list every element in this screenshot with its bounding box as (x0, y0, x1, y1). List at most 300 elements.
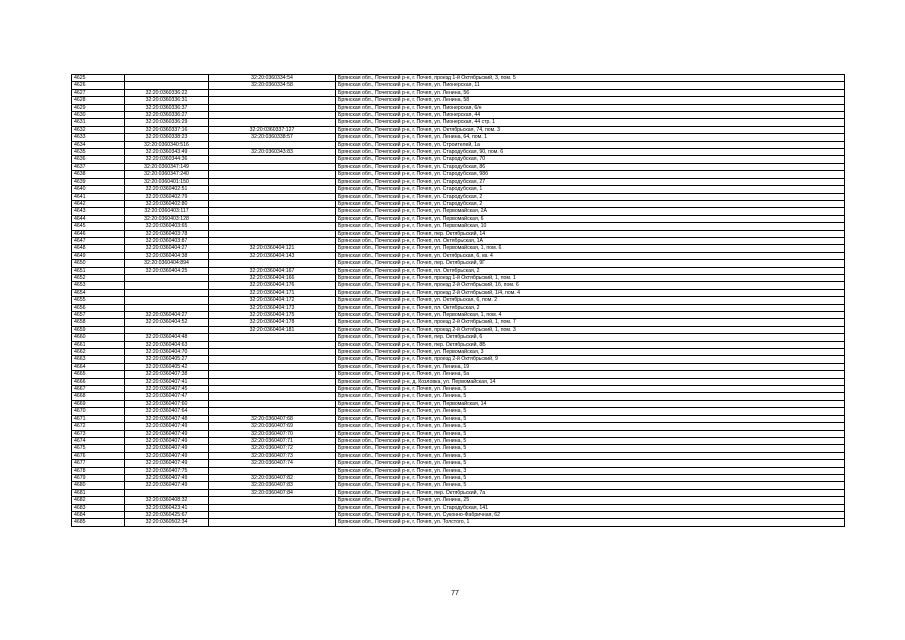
room-cadastral-number-cell (209, 349, 336, 356)
room-cadastral-number-cell: 32:20:0360407:73 (209, 452, 336, 459)
page-number: 77 (451, 590, 459, 597)
room-cadastral-number-cell (209, 334, 336, 341)
table-row (72, 274, 845, 281)
room-cadastral-number-cell: 32:20:0360334:58 (209, 82, 336, 89)
address-cell: Брянская обл., Почепский р-н, г. Почеп, ул. Первомайская, 14 (336, 400, 845, 407)
row-number-cell: 4649 (72, 252, 125, 259)
address-cell: Брянская обл., Почепский р-н, г. Почеп, ул. Стародубская, 90, пом. 6 (336, 149, 845, 156)
table-row (72, 519, 845, 526)
cadastral-number-cell: 32:20:0360403:128 (125, 215, 209, 222)
address-cell: Брянская обл., Почепский р-н, г. Почеп, ул. Ленина, 5 (336, 482, 845, 489)
row-number-cell: 4664 (72, 363, 125, 370)
cadastral-number-cell (125, 326, 209, 333)
room-cadastral-number-cell (209, 178, 336, 185)
cadastral-number-cell: 32:20:0360407:49 (125, 445, 209, 452)
table-row (72, 156, 845, 163)
row-number-cell: 4672 (72, 423, 125, 430)
cadastral-number-cell: 32:20:0360407:64 (125, 408, 209, 415)
table-row (72, 511, 845, 518)
row-number-cell: 4654 (72, 289, 125, 296)
address-cell: Брянская обл., Почепский р-н, г. Почеп, пл. Октябрьская, 1А (336, 237, 845, 244)
row-number-cell: 4676 (72, 452, 125, 459)
cadastral-number-cell: 32:20:0360407:60 (125, 400, 209, 407)
table-row (72, 393, 845, 400)
room-cadastral-number-cell (209, 341, 336, 348)
address-cell: Брянская обл., Почепский р-н, г. Почеп, ул. Стародубская, 27 (336, 178, 845, 185)
address-cell: Брянская обл., Почепский р-н, г. Почеп, ул. Октябрьская, 6, пом. 2 (336, 297, 845, 304)
address-cell: Брянская обл., Почепский р-н, г. Почеп, ул. Ленина, 5 (336, 460, 845, 467)
address-cell: Брянская обл., Почепский р-н, г. Почеп, ул. Суконно-Фабричная, 62 (336, 511, 845, 518)
row-number-cell: 4665 (72, 371, 125, 378)
cadastral-number-cell: 32:20:0360403:65 (125, 223, 209, 230)
cadastral-number-cell: 32:20:0360404:38 (125, 252, 209, 259)
cadastral-number-cell: 32:20:0360336:37 (125, 104, 209, 111)
row-number-cell: 4677 (72, 460, 125, 467)
table-row (72, 252, 845, 259)
cadastral-number-cell: 32:20:0360407:48 (125, 415, 209, 422)
cadastral-number-cell: 32:20:0360347:240 (125, 171, 209, 178)
address-cell: Брянская обл., Почепский р-н, г. Почеп, ул. Толстого, 1 (336, 519, 845, 526)
row-number-cell: 4644 (72, 215, 125, 222)
address-cell: Брянская обл., Почепский р-н, г. Почеп, ул. Ленина, 5 (336, 423, 845, 430)
room-cadastral-number-cell: 32:20:0360334:54 (209, 75, 336, 82)
cadastral-number-cell: 32:20:0360404:70 (125, 349, 209, 356)
row-number-cell: 4658 (72, 319, 125, 326)
table-row (72, 378, 845, 385)
row-number-cell: 4667 (72, 386, 125, 393)
row-number-cell: 4678 (72, 467, 125, 474)
address-cell: Брянская обл., Почепский р-н, г. Почеп, ул. Строителей, 1а (336, 141, 845, 148)
room-cadastral-number-cell (209, 260, 336, 267)
cadastral-number-cell (125, 282, 209, 289)
row-number-cell: 4627 (72, 89, 125, 96)
row-number-cell: 4662 (72, 349, 125, 356)
row-number-cell: 4655 (72, 297, 125, 304)
room-cadastral-number-cell (209, 156, 336, 163)
row-number-cell: 4645 (72, 223, 125, 230)
cadastral-number-cell: 32:20:0360404:27 (125, 245, 209, 252)
room-cadastral-number-cell (209, 408, 336, 415)
table-row (72, 97, 845, 104)
address-cell: Брянская обл., Почепский р-н, г. Почеп, ул. Стародубская, 1 (336, 186, 845, 193)
table-row (72, 245, 845, 252)
address-cell: Брянская обл., Почепский р-н, г. Почеп, ул. Ленина, 5 (336, 415, 845, 422)
row-number-cell: 4639 (72, 178, 125, 185)
address-cell: Брянская обл., Почепский р-н, г. Почеп, пл. Октябрьская, 2 (336, 304, 845, 311)
address-cell: Брянская обл., Почепский р-н, д. Козловка, ул. Первомайская, 14 (336, 378, 845, 385)
room-cadastral-number-cell (209, 504, 336, 511)
room-cadastral-number-cell (209, 363, 336, 370)
cadastral-number-cell: 32:20:0360343:49 (125, 149, 209, 156)
row-number-cell: 4663 (72, 356, 125, 363)
row-number-cell: 4633 (72, 134, 125, 141)
table-row (72, 149, 845, 156)
room-cadastral-number-cell: 32:20:0360407:83 (209, 482, 336, 489)
room-cadastral-number-cell (209, 519, 336, 526)
cadastral-number-cell: 32:20:0360407:49 (125, 482, 209, 489)
room-cadastral-number-cell (209, 193, 336, 200)
room-cadastral-number-cell: 32:20:0360407:74 (209, 460, 336, 467)
cadastral-number-cell: 32:20:0360402:79 (125, 193, 209, 200)
table-row (72, 489, 845, 496)
room-cadastral-number-cell: 32:20:0360407:69 (209, 423, 336, 430)
table-row (72, 497, 845, 504)
address-cell: Брянская обл., Почепский р-н, г. Почеп, проезд 2-й Октябрьский, 1б, пом. 6 (336, 282, 845, 289)
address-cell: Брянская обл., Почепский р-н, г. Почеп, ул. Пионерская, 44 (336, 112, 845, 119)
address-cell: Брянская обл., Почепский р-н, г. Почеп, пер. Октябрьский, 9Г (336, 260, 845, 267)
address-cell: Брянская обл., Почепский р-н, г. Почеп, проезд 1-й Октябрьский, 3, пом. 5 (336, 75, 845, 82)
table-row (72, 215, 845, 222)
room-cadastral-number-cell (209, 230, 336, 237)
address-cell: Брянская обл., Почепский р-н, г. Почеп, ул. Пионерская, 6/н (336, 104, 845, 111)
address-cell: Брянская обл., Почепский р-н, г. Почеп, ул. Октябрьская, 74, пом. 3 (336, 126, 845, 133)
row-number-cell: 4659 (72, 326, 125, 333)
table-row (72, 423, 845, 430)
table-row (72, 82, 845, 89)
table-row (72, 415, 845, 422)
address-cell: Брянская обл., Почепский р-н, г. Почеп, проезд 2-й Октябрьский, 1, пом. 7 (336, 319, 845, 326)
room-cadastral-number-cell: 32:20:0360404:166 (209, 274, 336, 281)
room-cadastral-number-cell: 32:20:0360404:167 (209, 267, 336, 274)
room-cadastral-number-cell: 32:20:0360407:82 (209, 474, 336, 481)
room-cadastral-number-cell: 32:20:0360404:175 (209, 312, 336, 319)
row-number-cell: 4673 (72, 430, 125, 437)
table-row (72, 326, 845, 333)
cadastral-number-cell: 32:20:0360502:34 (125, 519, 209, 526)
address-cell: Брянская обл., Почепский р-н, г. Почеп, ул. Первомайская, 2А (336, 208, 845, 215)
row-number-cell: 4631 (72, 119, 125, 126)
row-number-cell: 4685 (72, 519, 125, 526)
table-row (72, 282, 845, 289)
table-row (72, 341, 845, 348)
cadastral-number-cell (125, 489, 209, 496)
room-cadastral-number-cell (209, 386, 336, 393)
table-row (72, 430, 845, 437)
row-number-cell: 4670 (72, 408, 125, 415)
cadastral-number-cell: 32:20:0360404:894 (125, 260, 209, 267)
table-row (72, 112, 845, 119)
address-cell: Брянская обл., Почепский р-н, г. Почеп, проезд 1-й Октябрьский, 1, пом. 1 (336, 274, 845, 281)
cadastral-number-cell: 32:20:0360407:38 (125, 371, 209, 378)
row-number-cell: 4647 (72, 237, 125, 244)
address-cell: Брянская обл., Почепский р-н, г. Почеп, ул. Ленина, 5 (336, 452, 845, 459)
cadastral-number-cell: 32:20:0360407:49 (125, 460, 209, 467)
room-cadastral-number-cell (209, 186, 336, 193)
table-row (72, 119, 845, 126)
table-row (72, 186, 845, 193)
room-cadastral-number-cell: 32:20:0360407:84 (209, 489, 336, 496)
room-cadastral-number-cell (209, 215, 336, 222)
cadastral-number-cell: 32:20:0360407:47 (125, 393, 209, 400)
table-row (72, 171, 845, 178)
room-cadastral-number-cell (209, 104, 336, 111)
table-row (72, 319, 845, 326)
room-cadastral-number-cell (209, 378, 336, 385)
row-number-cell: 4668 (72, 393, 125, 400)
table-row (72, 408, 845, 415)
row-number-cell: 4643 (72, 208, 125, 215)
table-row (72, 312, 845, 319)
row-number-cell: 4675 (72, 445, 125, 452)
row-number-cell: 4680 (72, 482, 125, 489)
address-cell: Брянская обл., Почепский р-н, г. Почеп, ул. Ленина, 5 (336, 430, 845, 437)
row-number-cell: 4628 (72, 97, 125, 104)
room-cadastral-number-cell (209, 119, 336, 126)
cadastral-number-cell: 32:20:0360405:42 (125, 363, 209, 370)
cadastral-number-cell (125, 82, 209, 89)
address-cell: Брянская обл., Почепский р-н, г. Почеп, ул. Ленина, 19 (336, 363, 845, 370)
room-cadastral-number-cell (209, 223, 336, 230)
cadastral-number-cell: 32:20:0360338:23 (125, 134, 209, 141)
table-row (72, 208, 845, 215)
address-cell: Брянская обл., Почепский р-н, г. Почеп, ул. Стародубская, 70 (336, 156, 845, 163)
table-row (72, 504, 845, 511)
address-cell: Брянская обл., Почепский р-н, г. Почеп, ул. Первомайская, 10 (336, 223, 845, 230)
room-cadastral-number-cell (209, 171, 336, 178)
table-row (72, 237, 845, 244)
cadastral-number-cell: 32:20:0360407:41 (125, 378, 209, 385)
room-cadastral-number-cell: 32:20:0360404:172 (209, 297, 336, 304)
room-cadastral-number-cell (209, 371, 336, 378)
room-cadastral-number-cell (209, 393, 336, 400)
table-row (72, 75, 845, 82)
room-cadastral-number-cell (209, 163, 336, 170)
cadastral-number-cell: 32:20:0360403:87 (125, 237, 209, 244)
address-cell: Брянская обл., Почепский р-н, г. Почеп, ул. Стародубская, 86 (336, 163, 845, 170)
cadastral-number-cell: 32:20:0360402:51 (125, 186, 209, 193)
table-row (72, 297, 845, 304)
cadastral-number-cell: 32:20:0360425:67 (125, 511, 209, 518)
address-cell: Брянская обл., Почепский р-н, г. Почеп, проезд 2-й Октябрьский, 1/4, пом. 4 (336, 289, 845, 296)
room-cadastral-number-cell: 32:20:0360338:57 (209, 134, 336, 141)
address-cell: Брянская обл., Почепский р-н, г. Почеп, ул. Стародубская, 141 (336, 504, 845, 511)
table-row (72, 474, 845, 481)
table-row (72, 400, 845, 407)
address-cell: Брянская обл., Почепский р-н, г. Почеп, ул. Ленина, 5 (336, 386, 845, 393)
cadastral-number-cell (125, 274, 209, 281)
row-number-cell: 4638 (72, 171, 125, 178)
table-row (72, 230, 845, 237)
row-number-cell: 4661 (72, 341, 125, 348)
row-number-cell: 4626 (72, 82, 125, 89)
room-cadastral-number-cell (209, 200, 336, 207)
room-cadastral-number-cell: 32:20:0360407:72 (209, 445, 336, 452)
address-cell: Брянская обл., Почепский р-н, г. Почеп, пер. Октябрьский, 14 (336, 230, 845, 237)
table-row (72, 386, 845, 393)
address-cell: Брянская обл., Почепский р-н, г. Почеп, ул. Ленина, 56 (336, 89, 845, 96)
table-row (72, 178, 845, 185)
table-row (72, 104, 845, 111)
address-cell: Брянская обл., Почепский р-н, г. Почеп, ул. Ленина, 25 (336, 497, 845, 504)
registry-table (71, 74, 845, 527)
row-number-cell: 4652 (72, 274, 125, 281)
address-cell: Брянская обл., Почепский р-н, г. Почеп, ул. Стародубская, 98б (336, 171, 845, 178)
address-cell: Брянская обл., Почепский р-н, г. Почеп, ул. Ленина, 3 (336, 467, 845, 474)
table-row (72, 356, 845, 363)
room-cadastral-number-cell: 32:20:0360404:176 (209, 282, 336, 289)
table-row (72, 134, 845, 141)
row-number-cell: 4657 (72, 312, 125, 319)
room-cadastral-number-cell: 32:20:0360404:181 (209, 326, 336, 333)
cadastral-number-cell: 32:20:0360344:36 (125, 156, 209, 163)
address-cell: Брянская обл., Почепский р-н, г. Почеп, ул. Первомайская, 6 (336, 215, 845, 222)
room-cadastral-number-cell: 32:20:0360404:173 (209, 304, 336, 311)
table-row (72, 467, 845, 474)
row-number-cell: 4637 (72, 163, 125, 170)
cadastral-number-cell: 32:20:0360336:31 (125, 97, 209, 104)
room-cadastral-number-cell (209, 356, 336, 363)
cadastral-number-cell: 32:20:0360407:75 (125, 467, 209, 474)
row-number-cell: 4636 (72, 156, 125, 163)
row-number-cell: 4641 (72, 193, 125, 200)
cadastral-number-cell: 32:20:0360407:45 (125, 386, 209, 393)
row-number-cell: 4635 (72, 149, 125, 156)
room-cadastral-number-cell (209, 511, 336, 518)
table-row (72, 363, 845, 370)
table-row (72, 437, 845, 444)
cadastral-number-cell: 32:20:0360347:149 (125, 163, 209, 170)
address-cell: Брянская обл., Почепский р-н, г. Почеп, ул. Ленина, 5а (336, 371, 845, 378)
table-row (72, 482, 845, 489)
address-cell: Брянская обл., Почепский р-н, г. Почеп, проезд 2-й Октябрьский, 1, пом. 3 (336, 326, 845, 333)
room-cadastral-number-cell (209, 208, 336, 215)
row-number-cell: 4653 (72, 282, 125, 289)
cadastral-number-cell: 32:20:0360403:78 (125, 230, 209, 237)
table-row (72, 289, 845, 296)
room-cadastral-number-cell (209, 237, 336, 244)
cadastral-number-cell: 32:20:0360405:27 (125, 356, 209, 363)
room-cadastral-number-cell (209, 141, 336, 148)
room-cadastral-number-cell: 32:20:0360404:178 (209, 319, 336, 326)
address-cell: Брянская обл., Почепский р-н, г. Почеп, ул. Ленина, 5 (336, 393, 845, 400)
cadastral-number-cell: 32:20:0360401:150 (125, 178, 209, 185)
room-cadastral-number-cell: 32:20:0360407:68 (209, 415, 336, 422)
row-number-cell: 4666 (72, 378, 125, 385)
cadastral-number-cell (125, 75, 209, 82)
room-cadastral-number-cell: 32:20:0360404:171 (209, 289, 336, 296)
room-cadastral-number-cell: 32:20:0360337:127 (209, 126, 336, 133)
row-number-cell: 4646 (72, 230, 125, 237)
address-cell: Брянская обл., Почепский р-н, г. Почеп, пл. Октябрьская, 2 (336, 267, 845, 274)
table-row (72, 141, 845, 148)
address-cell: Брянская обл., Почепский р-н, г. Почеп, ул. Пионерская, 44 стр. 1 (336, 119, 845, 126)
cadastral-number-cell: 32:20:0360402:80 (125, 200, 209, 207)
row-number-cell: 4669 (72, 400, 125, 407)
row-number-cell: 4629 (72, 104, 125, 111)
row-number-cell: 4650 (72, 260, 125, 267)
row-number-cell: 4625 (72, 75, 125, 82)
table-row (72, 126, 845, 133)
address-cell: Брянская обл., Почепский р-н, г. Почеп, ул. Первомайская, 3 (336, 349, 845, 356)
cadastral-number-cell (125, 304, 209, 311)
address-cell: Брянская обл., Почепский р-н, г. Почеп, проезд 2-й Октябрьский, 9 (336, 356, 845, 363)
table-row (72, 349, 845, 356)
room-cadastral-number-cell: 32:20:0360407:70 (209, 430, 336, 437)
row-number-cell: 4660 (72, 334, 125, 341)
table-row (72, 371, 845, 378)
registry-table-body (72, 75, 845, 527)
room-cadastral-number-cell (209, 400, 336, 407)
row-number-cell: 4634 (72, 141, 125, 148)
address-cell: Брянская обл., Почепский р-н, г. Почеп, пер. Октябрьский, 6 (336, 334, 845, 341)
room-cadastral-number-cell: 32:20:0360404:121 (209, 245, 336, 252)
cadastral-number-cell: 32:20:0360404:27 (125, 312, 209, 319)
row-number-cell: 4630 (72, 112, 125, 119)
address-cell: Брянская обл., Почепский р-н, г. Почеп, ул. Первомайская, 1, пом. 6 (336, 245, 845, 252)
cadastral-number-cell: 32:20:0360407:49 (125, 474, 209, 481)
table-row (72, 223, 845, 230)
table-row (72, 163, 845, 170)
cadastral-number-cell: 32:20:0360407:49 (125, 430, 209, 437)
row-number-cell: 4681 (72, 489, 125, 496)
table-row (72, 334, 845, 341)
address-cell: Брянская обл., Почепский р-н, г. Почеп, ул. Ленина, 64, пом. 1 (336, 134, 845, 141)
table-row (72, 200, 845, 207)
cadastral-number-cell: 32:20:0360404:52 (125, 319, 209, 326)
cadastral-number-cell (125, 297, 209, 304)
address-cell: Брянская обл., Почепский р-н, г. Почеп, ул. Ленина, 5 (336, 474, 845, 481)
cadastral-number-cell: 32:20:0360336:22 (125, 89, 209, 96)
cadastral-number-cell: 32:20:0360407:49 (125, 452, 209, 459)
address-cell: Брянская обл., Почепский р-н, г. Почеп, ул. Ленина, 58 (336, 97, 845, 104)
cadastral-number-cell: 32:20:0360423:41 (125, 504, 209, 511)
cadastral-number-cell: 32:20:0360407:49 (125, 437, 209, 444)
row-number-cell: 4674 (72, 437, 125, 444)
row-number-cell: 4683 (72, 504, 125, 511)
table-row (72, 460, 845, 467)
room-cadastral-number-cell: 32:20:0360404:143 (209, 252, 336, 259)
room-cadastral-number-cell (209, 97, 336, 104)
cadastral-number-cell: 32:20:0360336:29 (125, 119, 209, 126)
address-cell: Брянская обл., Почепский р-н, г. Почеп, ул. Ленина, 5 (336, 437, 845, 444)
address-cell: Брянская обл., Почепский р-н, г. Почеп, ул. Ленина, 5 (336, 408, 845, 415)
room-cadastral-number-cell: 32:20:0360343:83 (209, 149, 336, 156)
row-number-cell: 4640 (72, 186, 125, 193)
room-cadastral-number-cell (209, 467, 336, 474)
row-number-cell: 4632 (72, 126, 125, 133)
row-number-cell: 4671 (72, 415, 125, 422)
table-row (72, 89, 845, 96)
table-row (72, 267, 845, 274)
address-cell: Брянская обл., Почепский р-н, г. Почеп, ул. Первомайская, 1, пом. 4 (336, 312, 845, 319)
table-row (72, 452, 845, 459)
cadastral-number-cell: 32:20:0360340:516 (125, 141, 209, 148)
row-number-cell: 4648 (72, 245, 125, 252)
address-cell: Брянская обл., Почепский р-н, г. Почеп, ул. Октябрьская, 6, кв. 4 (336, 252, 845, 259)
row-number-cell: 4651 (72, 267, 125, 274)
cadastral-number-cell: 32:20:0360404:25 (125, 267, 209, 274)
cadastral-number-cell: 32:20:0360403:117 (125, 208, 209, 215)
cadastral-number-cell (125, 289, 209, 296)
cadastral-number-cell: 32:20:0360404:63 (125, 341, 209, 348)
address-cell: Брянская обл., Почепский р-н, г. Почеп, ул. Ленина, 5 (336, 445, 845, 452)
row-number-cell: 4679 (72, 474, 125, 481)
address-cell: Брянская обл., Почепский р-н, г. Почеп, ул. Стародубская, 2 (336, 193, 845, 200)
room-cadastral-number-cell (209, 497, 336, 504)
room-cadastral-number-cell (209, 89, 336, 96)
cadastral-number-cell: 32:20:0360336:27 (125, 112, 209, 119)
table-row (72, 445, 845, 452)
address-cell: Брянская обл., Почепский р-н, г. Почеп, пер. Октябрьский, 7а (336, 489, 845, 496)
cadastral-number-cell: 32:20:0360404:48 (125, 334, 209, 341)
cadastral-number-cell: 32:20:0360407:49 (125, 423, 209, 430)
room-cadastral-number-cell (209, 112, 336, 119)
cadastral-number-cell: 32:20:0360337:16 (125, 126, 209, 133)
row-number-cell: 4682 (72, 497, 125, 504)
row-number-cell: 4656 (72, 304, 125, 311)
row-number-cell: 4642 (72, 200, 125, 207)
table-row (72, 260, 845, 267)
